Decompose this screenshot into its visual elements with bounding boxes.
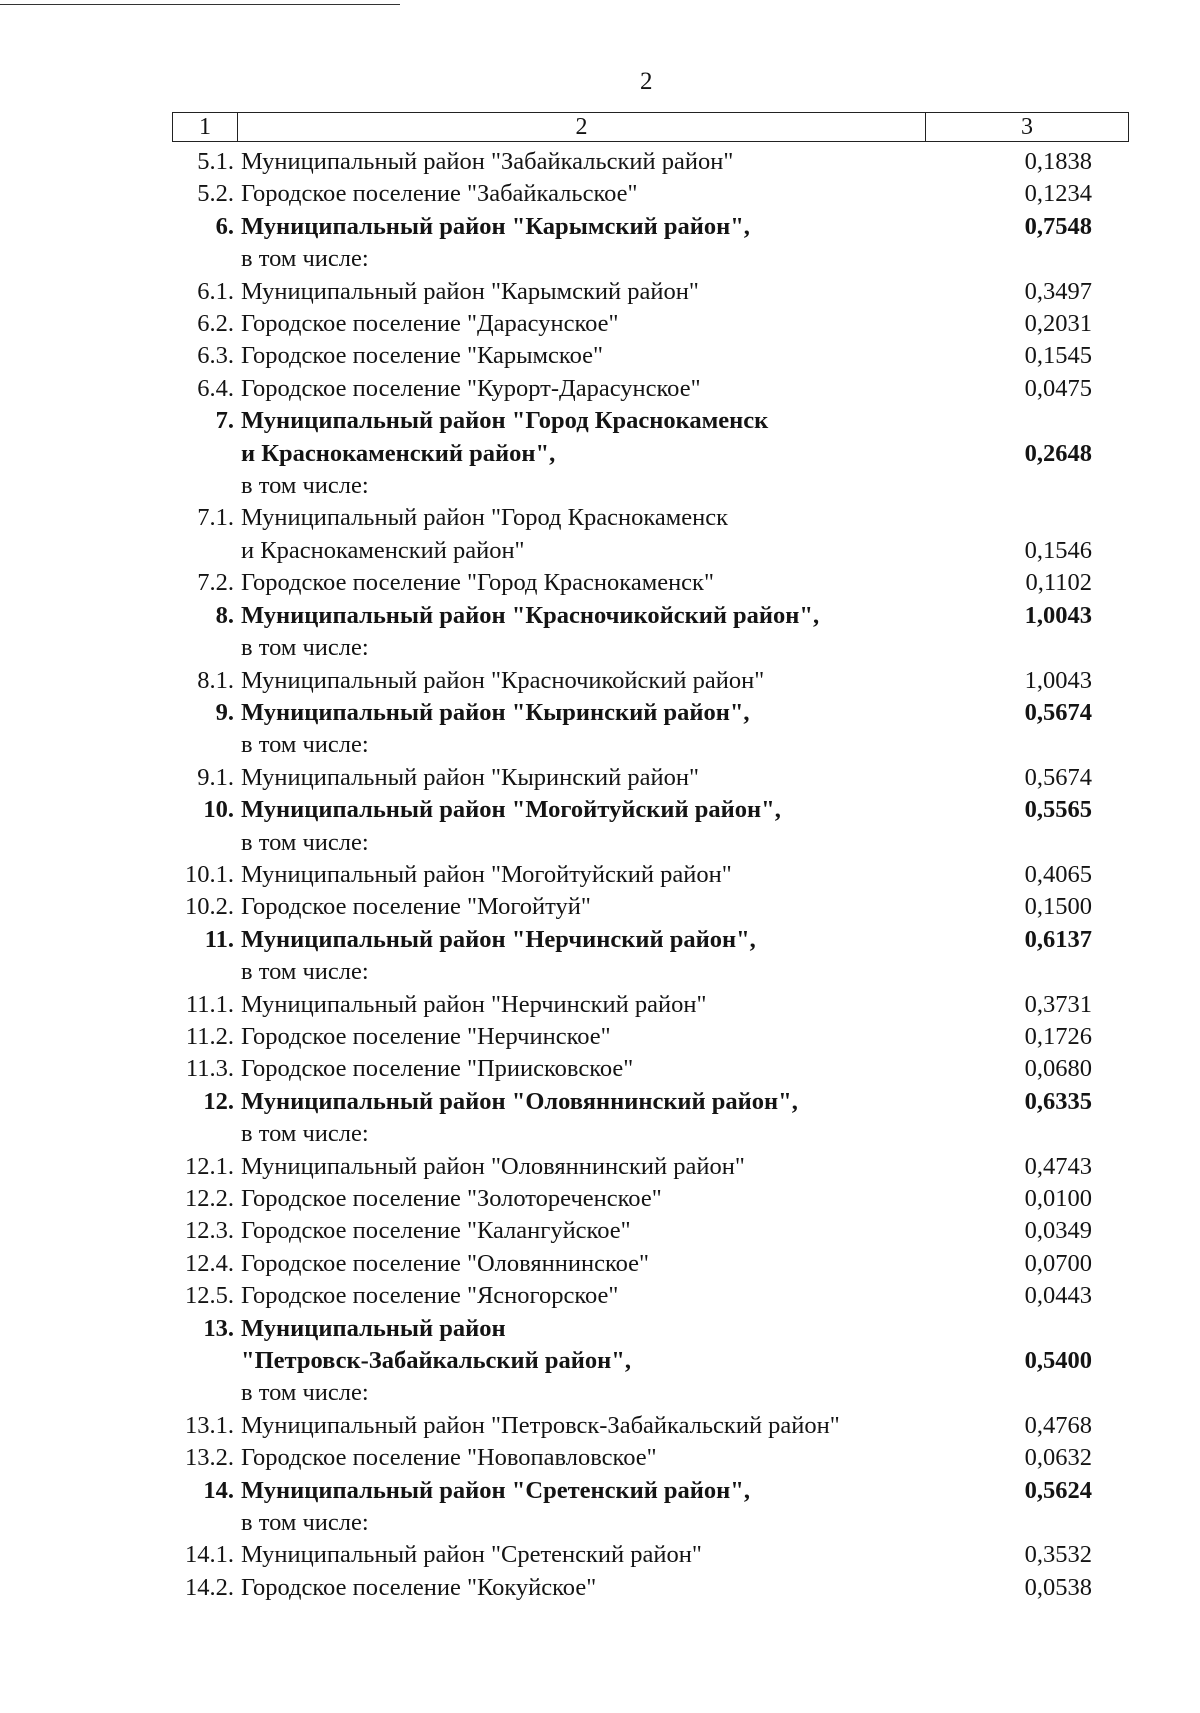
row-number: 5.1. xyxy=(197,148,234,175)
row-name-line: Муниципальный район "Забайкальский район" xyxy=(241,148,734,175)
row-name-line: Муниципальный район "Карымский район", xyxy=(241,212,750,240)
row-number: 6.1. xyxy=(197,277,234,305)
row-value: 0,3532 xyxy=(1024,1541,1092,1569)
table-row xyxy=(172,146,1092,178)
row-name-line: Городское поселение "Калангуйское" xyxy=(241,1217,631,1245)
table-row xyxy=(172,1442,1092,1474)
table-row xyxy=(172,1215,1092,1247)
row-number: 12.2. xyxy=(185,1185,234,1212)
row-value: 0,5624 xyxy=(1024,1476,1092,1504)
row-value: 0,6137 xyxy=(1024,925,1092,953)
table-row xyxy=(172,567,1092,599)
row-subtitle: в том числе: xyxy=(241,1120,369,1148)
row-number: 9. xyxy=(215,698,234,726)
row-number: 11. xyxy=(204,925,234,953)
row-name xyxy=(241,276,901,308)
table-row xyxy=(172,178,1092,210)
row-number: 10.2. xyxy=(185,893,234,921)
table-row-group xyxy=(172,1086,1092,1151)
row-name xyxy=(241,1442,901,1474)
row-value: 0,0443 xyxy=(1024,1282,1092,1310)
row-name xyxy=(241,308,901,340)
row-value: 0,1726 xyxy=(1024,1022,1092,1050)
table-row xyxy=(172,340,1092,372)
row-subtitle: в том числе: xyxy=(241,472,369,500)
table-row xyxy=(172,762,1092,794)
table-row-group xyxy=(172,1475,1092,1540)
table-body xyxy=(172,146,1092,1604)
row-name-line: Городское поселение "Нерчинское" xyxy=(241,1022,611,1050)
row-value: 0,1546 xyxy=(1024,536,1092,564)
row-name-line: Муниципальный район "Оловяннинский район" xyxy=(241,1152,745,1180)
row-number: 11.3. xyxy=(185,1055,234,1083)
row-name xyxy=(241,1183,901,1215)
row-value: 0,1545 xyxy=(1024,342,1092,370)
row-name xyxy=(241,1053,901,1085)
row-value: 0,5400 xyxy=(1024,1347,1092,1375)
row-number: 14. xyxy=(203,1476,234,1504)
row-name xyxy=(241,373,901,405)
row-value: 0,5674 xyxy=(1024,698,1092,726)
row-name-line: Городское поселение "Новопавловское" xyxy=(241,1444,657,1472)
row-value: 0,0100 xyxy=(1024,1185,1092,1212)
row-value: 0,2031 xyxy=(1024,310,1092,338)
row-name-line: Муниципальный район "Город Краснокаменск xyxy=(241,504,729,532)
row-name xyxy=(241,1539,901,1571)
row-subtitle: в том числе: xyxy=(241,958,369,986)
row-name-line: Муниципальный район "Карымский район" xyxy=(241,277,699,305)
table-row-group xyxy=(172,794,1092,859)
row-number: 7.2. xyxy=(197,569,234,597)
row-name xyxy=(241,1151,901,1183)
header-col-3: 3 xyxy=(1021,114,1033,140)
row-name xyxy=(241,1572,901,1604)
header-col-2: 2 xyxy=(238,113,926,141)
row-number: 6.3. xyxy=(197,342,234,370)
row-name-line: Муниципальный район "Нерчинский район" xyxy=(241,990,707,1018)
row-number: 6. xyxy=(215,212,234,240)
table-row xyxy=(172,891,1092,923)
row-name-line: и Краснокаменский район" xyxy=(241,536,525,564)
row-name xyxy=(241,989,901,1021)
row-name-line: Городское поселение "Приисковское" xyxy=(241,1055,634,1083)
row-name-line: "Петровск-Забайкальский район", xyxy=(241,1347,631,1375)
row-name-line: Городское поселение "Могойтуй" xyxy=(241,893,591,921)
row-name xyxy=(241,600,901,665)
table-row xyxy=(172,665,1092,697)
row-value: 0,0538 xyxy=(1024,1573,1092,1601)
row-name-line: Городское поселение "Город Краснокаменск" xyxy=(241,569,714,597)
row-name-line: Муниципальный район "Могойтуйский район", xyxy=(241,796,781,824)
row-name xyxy=(241,924,901,989)
table-row-group xyxy=(172,211,1092,276)
row-number: 7.1. xyxy=(197,504,234,532)
row-name-line: Городское поселение "Золотореченское" xyxy=(241,1185,662,1212)
row-value: 0,0680 xyxy=(1024,1055,1092,1083)
row-name xyxy=(241,1086,901,1151)
table-row-group xyxy=(172,1313,1092,1410)
row-name xyxy=(241,891,901,923)
row-value: 0,4743 xyxy=(1024,1152,1092,1180)
row-name-line: Городское поселение "Кокуйское" xyxy=(241,1573,597,1601)
row-subtitle: в том числе: xyxy=(241,1509,369,1537)
row-value: 0,0349 xyxy=(1024,1217,1092,1245)
row-name-line: Городское поселение "Карымское" xyxy=(241,342,604,370)
row-number: 10.1. xyxy=(185,860,234,888)
row-subtitle: в том числе: xyxy=(241,245,369,273)
row-value: 1,0043 xyxy=(1024,666,1092,694)
row-name-line: Муниципальный район "Кыринский район", xyxy=(241,698,750,726)
row-name xyxy=(241,1313,901,1410)
table-row-group xyxy=(172,600,1092,665)
row-number: 14.1. xyxy=(185,1541,234,1569)
row-value: 0,3497 xyxy=(1024,277,1092,305)
row-name xyxy=(241,1410,901,1442)
row-number: 13.1. xyxy=(185,1411,234,1439)
row-name-line: Муниципальный район "Сретенский район" xyxy=(241,1541,702,1569)
row-number: 13.2. xyxy=(185,1444,234,1472)
table-row xyxy=(172,989,1092,1021)
page-number: 2 xyxy=(640,68,653,95)
row-subtitle: в том числе: xyxy=(241,634,369,662)
row-value: 0,5565 xyxy=(1024,796,1092,824)
row-name-line: Муниципальный район "Сретенский район", xyxy=(241,1476,751,1504)
table-row xyxy=(172,1183,1092,1215)
row-value: 0,1102 xyxy=(1025,569,1092,597)
row-name-line: Городское поселение "Дарасунское" xyxy=(241,310,619,338)
row-number: 8. xyxy=(215,601,234,629)
row-name xyxy=(241,502,901,567)
scan-artifact-line xyxy=(0,4,400,5)
row-number: 12.4. xyxy=(185,1249,234,1277)
row-name xyxy=(241,178,901,210)
row-name-line: Городское поселение "Курорт-Дарасунское" xyxy=(241,374,701,402)
row-number: 12.3. xyxy=(185,1217,234,1245)
table-row xyxy=(172,308,1092,340)
row-number: 14.2. xyxy=(185,1573,234,1601)
table-row xyxy=(172,859,1092,891)
row-value: 0,1234 xyxy=(1024,180,1092,208)
row-value: 0,1838 xyxy=(1024,148,1092,175)
table-header xyxy=(172,112,1129,142)
row-value: 0,6335 xyxy=(1024,1087,1092,1115)
table-row-group xyxy=(172,405,1092,502)
row-value: 0,7548 xyxy=(1024,212,1092,240)
row-name-line: Муниципальный район xyxy=(241,1314,506,1342)
row-name xyxy=(241,146,901,178)
row-name-line: Городское поселение "Забайкальское" xyxy=(241,180,638,208)
row-name-line: и Краснокаменский район", xyxy=(241,439,556,467)
table-row xyxy=(172,1053,1092,1085)
row-value: 0,4065 xyxy=(1024,860,1092,888)
row-value: 0,0632 xyxy=(1024,1444,1092,1472)
row-number: 8.1. xyxy=(197,666,234,694)
table-row-group xyxy=(172,924,1092,989)
row-name-line: Муниципальный район "Кыринский район" xyxy=(241,763,699,791)
row-name-line: Муниципальный район "Красночикойский район" xyxy=(241,666,765,694)
row-name-line: Муниципальный район "Могойтуйский район" xyxy=(241,860,732,888)
row-name xyxy=(241,1475,901,1540)
table-row xyxy=(172,373,1092,405)
row-value: 0,1500 xyxy=(1024,893,1092,921)
row-number: 11.2. xyxy=(185,1022,234,1050)
table-row xyxy=(172,1410,1092,1442)
table-row xyxy=(172,502,1092,567)
row-name xyxy=(241,1280,901,1312)
row-name-line: Городское поселение "Ясногорское" xyxy=(241,1282,619,1310)
row-name xyxy=(241,405,901,502)
table-row xyxy=(172,276,1092,308)
row-value: 0,0475 xyxy=(1024,374,1092,402)
row-value: 0,3731 xyxy=(1024,990,1092,1018)
row-value: 0,2648 xyxy=(1024,439,1092,467)
row-name xyxy=(241,859,901,891)
row-number: 12.5. xyxy=(185,1282,234,1310)
table-row xyxy=(172,1280,1092,1312)
row-name xyxy=(241,762,901,794)
table-row xyxy=(172,1539,1092,1571)
row-name xyxy=(241,794,901,859)
row-name-line: Муниципальный район "Город Краснокаменск xyxy=(241,407,769,435)
row-name xyxy=(241,211,901,276)
row-name xyxy=(241,340,901,372)
row-name xyxy=(241,665,901,697)
row-name-line: Муниципальный район "Красночикойский район", xyxy=(241,601,820,629)
row-name-line: Муниципальный район "Нерчинский район", xyxy=(241,925,756,953)
table-row-group xyxy=(172,697,1092,762)
row-number: 10. xyxy=(203,796,234,824)
row-name xyxy=(241,567,901,599)
row-name xyxy=(241,697,901,762)
header-col-1: 1 xyxy=(173,113,238,141)
table-row xyxy=(172,1021,1092,1053)
row-number: 6.4. xyxy=(197,374,234,402)
row-name-line: Муниципальный район "Оловяннинский район", xyxy=(241,1087,798,1115)
row-number: 12. xyxy=(203,1087,234,1115)
table-row xyxy=(172,1151,1092,1183)
row-name xyxy=(241,1215,901,1247)
row-value: 0,4768 xyxy=(1024,1411,1092,1439)
row-name xyxy=(241,1021,901,1053)
row-name xyxy=(241,1248,901,1280)
row-number: 5.2. xyxy=(197,180,234,208)
row-number: 11.1. xyxy=(185,990,234,1018)
row-name-line: Городское поселение "Оловяннинское" xyxy=(241,1249,650,1277)
table-row xyxy=(172,1248,1092,1280)
row-value: 0,0700 xyxy=(1024,1249,1092,1277)
row-subtitle: в том числе: xyxy=(241,1379,369,1407)
table-row xyxy=(172,1572,1092,1604)
row-value: 0,5674 xyxy=(1024,763,1092,791)
row-value: 1,0043 xyxy=(1024,601,1092,629)
row-number: 13. xyxy=(203,1314,234,1342)
row-subtitle: в том числе: xyxy=(241,731,369,759)
row-subtitle: в том числе: xyxy=(241,828,369,856)
row-number: 6.2. xyxy=(197,310,234,338)
row-number: 12.1. xyxy=(185,1152,234,1180)
row-number: 9.1. xyxy=(197,763,234,791)
row-name-line: Муниципальный район "Петровск-Забайкальский район" xyxy=(241,1411,840,1439)
row-number: 7. xyxy=(215,407,234,435)
